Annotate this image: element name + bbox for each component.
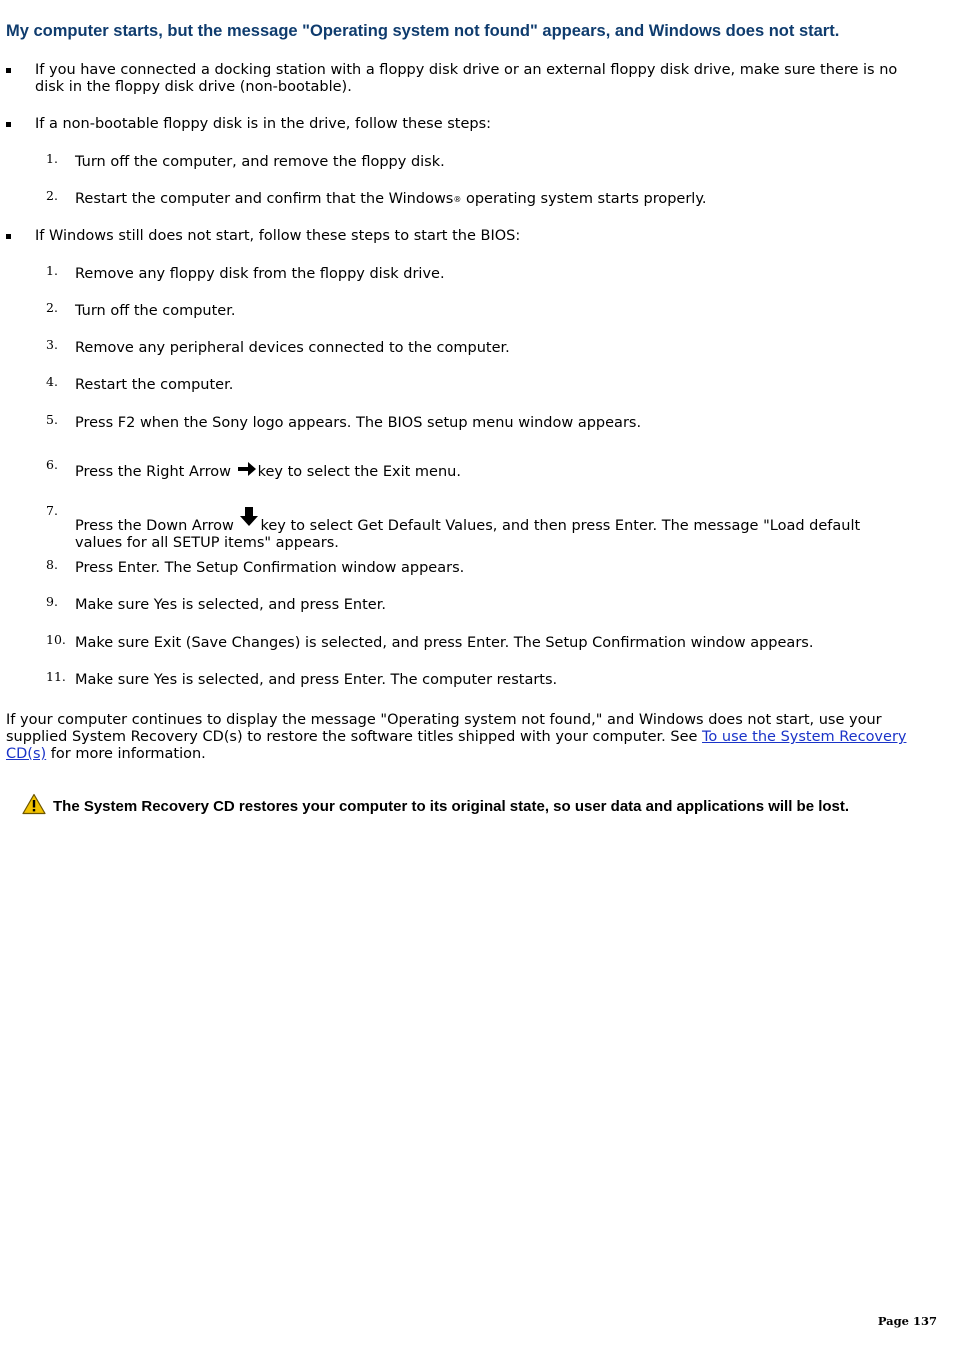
step-text-part: operating system starts properly. [461, 191, 707, 207]
step-text-part: Press the Right Arrow [75, 464, 236, 480]
step-text: Restart the computer. [75, 377, 234, 393]
bullet-text: If Windows still does not start, follow these steps to start the BIOS: [35, 228, 521, 244]
step-text: Make sure Yes is selected, and press Enter. [75, 597, 386, 613]
step-text: Make sure Exit (Save Changes) is selected, and press Enter. The Setup Confirmation window appears. [75, 635, 814, 651]
step-text: Press Enter. The Setup Confirmation window appears. [75, 560, 465, 576]
step-text-part: key to select the Exit menu. [257, 464, 461, 480]
step-text: Turn off the computer. [75, 303, 236, 319]
page-title: My computer starts, but the message "Operating system not found" appears, and Windows does not start. [6, 22, 840, 40]
step-number: 7. [46, 503, 58, 518]
paragraph-text: for more information. [46, 746, 206, 762]
step-number: 5. [46, 412, 58, 427]
system-recovery-link[interactable]: To use the System Recovery CD(s) [6, 729, 907, 762]
step-number: 8. [46, 557, 58, 572]
bullet-text: If you have connected a docking station with a floppy disk drive or an external floppy disk drive, make sure there is no disk in the floppy disk drive (non-bootable). [35, 62, 898, 95]
closing-paragraph [6, 712, 936, 763]
step-text: Remove any floppy disk from the floppy disk drive. [75, 266, 445, 282]
step-text-part: key to select Get Default Values, and then press Enter. The message "Load default values for all SETUP items" appears. [75, 518, 861, 551]
step-number: 11. [46, 669, 66, 684]
step-number: 4. [46, 374, 58, 389]
step-number: 10. [46, 632, 66, 647]
bullet-text: If a non-bootable floppy disk is in the drive, follow these steps: [35, 116, 492, 132]
step-number: 3. [46, 337, 58, 352]
bullet-marker [6, 122, 11, 127]
step-text: Make sure Yes is selected, and press Enter. The computer restarts. [75, 672, 558, 688]
step-number: 2. [46, 300, 58, 315]
step-text [75, 191, 895, 208]
step-number: 1. [46, 263, 58, 278]
step-text-part: Restart the computer and confirm that the Windows [75, 191, 454, 207]
warning-text: The System Recovery CD restores your computer to its original state, so user data and applications will be lost. [53, 798, 850, 815]
warning-icon [22, 793, 46, 815]
step-text: Press F2 when the Sony logo appears. The BIOS setup menu window appears. [75, 415, 642, 431]
step-text [75, 506, 895, 552]
step-number: 1. [46, 151, 58, 166]
down-arrow-icon [238, 506, 260, 533]
step-text: Turn off the computer, and remove the floppy disk. [75, 154, 445, 170]
step-text-part: Press the Down Arrow [75, 518, 239, 534]
bullet-marker [6, 234, 11, 239]
step-number: 9. [46, 594, 58, 609]
step-number: 6. [46, 457, 58, 472]
right-arrow-icon [236, 460, 258, 483]
registered-mark: ® [453, 195, 462, 204]
step-number: 2. [46, 188, 58, 203]
paragraph-text: If your computer continues to display the message "Operating system not found," and Windows does not start, use your supplied System Recovery CD(s) to restore the software titles shipped with your computer. See [6, 712, 882, 745]
bullet-marker [6, 68, 11, 73]
step-text [75, 460, 895, 483]
page-number: Page 137 [877, 1314, 937, 1328]
step-text: Remove any peripheral devices connected to the computer. [75, 340, 510, 356]
